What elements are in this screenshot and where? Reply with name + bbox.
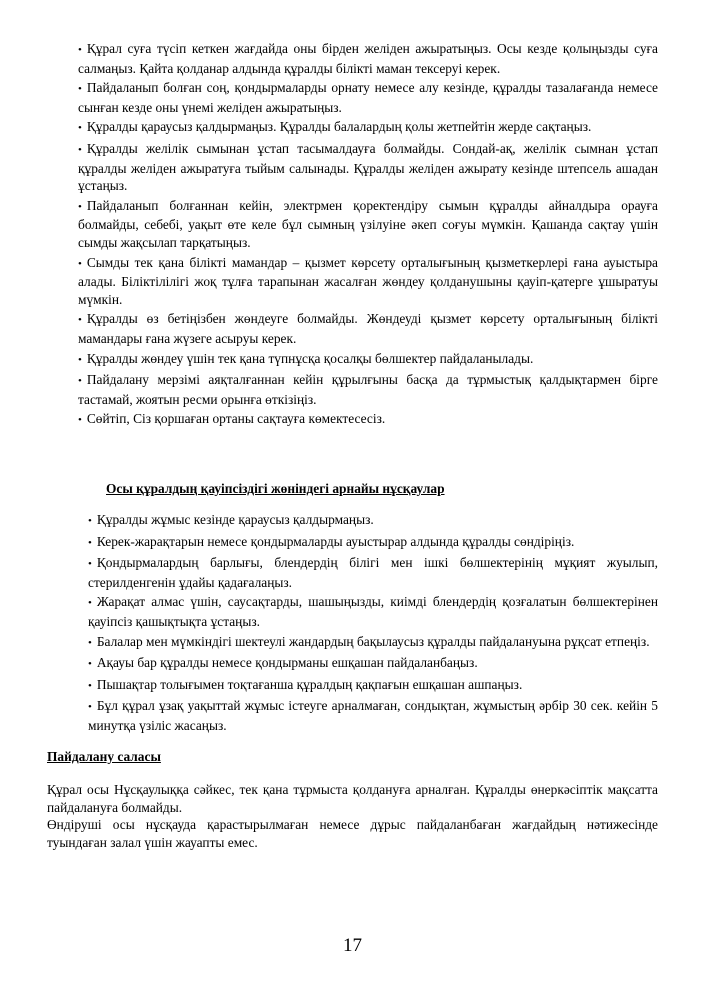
list-item <box>88 554 658 591</box>
list-item-text: Жарақат алмас үшін, саусақтарды, шашыңызды, киімді блендердің қозғалатын бөлшектерінен қауіпсіз қашықтықта ұстаңыз. <box>88 594 658 629</box>
bullet-icon: • <box>88 701 92 714</box>
list-item-text: Сымды тек қана білікті мамандар – қызмет көрсету орталығының қызметкерлері ғана ауыстыра алады. Біліктілілігі жоқ тұлға тарапынан жасалған жөндеу қолданушыны қауіп-қатерге ұшыратуы мүмкін. <box>78 254 658 307</box>
bullet-icon: • <box>78 257 82 270</box>
list-item <box>78 197 658 252</box>
list-item <box>78 254 658 309</box>
bullet-icon: • <box>78 83 82 96</box>
list-item-text: Керек-жарақтарын немесе қондырмаларды ауыстырар алдында құралды сөндіріңіз. <box>96 533 575 549</box>
list-item-text: Құралды жөндеу үшін тек қана түпнұсқа қосалқы бөлшектер пайдаланылады. <box>86 350 534 366</box>
usage-area-heading: Пайдалану саласы <box>47 749 161 764</box>
bullet-icon: • <box>78 353 82 366</box>
bullet-icon: • <box>88 536 92 549</box>
list-item <box>88 654 658 674</box>
list-item-text: Балалар мен мүмкіндігі шектеулі жандардың бақылаусыз құралды пайдалануына рұқсат етпеңіз. <box>96 633 650 649</box>
bullet-icon: • <box>78 122 82 135</box>
special-safety-list <box>88 511 658 737</box>
bullet-icon: • <box>78 375 82 388</box>
list-item <box>88 593 658 630</box>
bullet-icon: • <box>88 636 92 649</box>
list-item <box>88 533 658 553</box>
list-item-text: Құралды жұмыс кезінде қараусыз қалдырмаңыз. <box>96 512 374 527</box>
list-item <box>78 140 658 195</box>
list-item-text: Пайдалану мерзімі аяқталғаннан кейін құрылғыны басқа да тұрмыстық қалдықтармен бірге тастамай, жоятын ресми орынға өткізіңіз. <box>78 372 658 407</box>
bullet-icon: • <box>78 200 82 213</box>
list-item-text: Ақауы бар құралды немесе қондырманы ешқашан пайдаланбаңыз. <box>96 655 478 671</box>
list-item-text: Құралды қараусыз қалдырмаңыз. Құралды балалардың қолы жетпейтін жерде сақтаңыз. <box>86 119 592 135</box>
list-item <box>78 40 658 77</box>
bullet-icon: • <box>78 143 82 156</box>
bullet-icon: • <box>88 597 92 610</box>
bullet-icon: • <box>88 558 92 571</box>
bullet-icon: • <box>88 679 92 692</box>
list-item-text: Құралды өз бетіңізбен жөндеуге болмайды. Жөндеуді қызмет көрсету орталығының білікті мамандары ғана жүзеге асыруы керек. <box>78 311 658 346</box>
list-item-text: Пайдаланып болған соң, қондырмаларды орнату немесе алу кезінде, құралды тазалағанда немесе сынған кезде оны үнемі желіден ажыратыңыз. <box>78 80 658 115</box>
list-item-text: Пышақтар толығымен тоқтағанша құралдың қақпағын ешқашан ашпаңыз. <box>96 676 523 692</box>
list-item <box>78 410 658 430</box>
bullet-icon: • <box>78 314 82 327</box>
list-item-text: Құрал суға түсіп кеткен жағдайда оны бірден желіден ажыратыңыз. Осы кезде қолыңызды суға салмаңыз. Қайта қолданар алдында құралды білікті маман тексеруі керек. <box>78 41 658 76</box>
general-safety-list <box>78 40 658 432</box>
list-item-text: Бұл құрал ұзақ уақыттай жұмыс істеуге арналмаған, сондықтан, жұмыстың әрбір 30 сек. кейін 5 минутқа үзіліс жасаңыз. <box>88 698 658 733</box>
page-number: 17 <box>343 935 362 956</box>
list-item-text: Сөйтіп, Сіз қоршаған ортаны сақтауға көмектесесіз. <box>86 411 386 427</box>
list-item <box>78 310 658 347</box>
bullet-icon: • <box>88 658 92 671</box>
special-safety-heading: Осы құралдың қауіпсіздігі жөніндегі арнайы нұсқаулар <box>106 481 445 496</box>
list-item-text: Қондырмалардың барлығы, блендердің білігі мен ішкі бөлшектерінің мұқият жуылып, стерилденгенін ұдайы қадағалаңыз. <box>88 555 658 590</box>
list-item-text: Пайдаланып болғаннан кейін, электрмен қоректендіру сымын құралды айналдыра орауға болмайды, себебі, уақыт өте келе бұл сымның үзілуіне әкеп соғуы мүмкін. Қашанда сақтау үшін сымды жақсылап тарқатыңыз. <box>78 197 658 250</box>
bullet-icon: • <box>78 414 82 427</box>
list-item <box>88 511 658 531</box>
list-item <box>78 350 658 370</box>
list-item <box>88 697 658 734</box>
list-item <box>88 676 658 696</box>
list-item <box>88 633 658 653</box>
liability-paragraph: Өндіруші осы нұсқауда қарастырылмаған немесе дұрыс пайдаланбаған жағдайдың нәтижесінде туындаған залал үшін жауапты емес. <box>47 817 658 850</box>
usage-area-text <box>47 781 658 851</box>
list-item <box>78 79 658 116</box>
usage-paragraph: Құрал осы Нұсқаулыққа сәйкес, тек қана тұрмыста қолдануға арналған. Құралды өнеркәсіптік мақсатта пайдалануға болмайды. <box>47 782 658 815</box>
list-item <box>78 371 658 408</box>
list-item-text: Құралды желілік сымынан ұстап тасымалдауға болмайды. Сондай-ақ, желілік сымнан ұстап құралды желіден ажыратуға тыйым салынады. Құралды желіден ажырату кезінде штепсель ашадан ұстаңыз. <box>78 140 658 194</box>
bullet-icon: • <box>78 44 82 56</box>
bullet-icon: • <box>88 515 92 527</box>
list-item <box>78 118 658 138</box>
